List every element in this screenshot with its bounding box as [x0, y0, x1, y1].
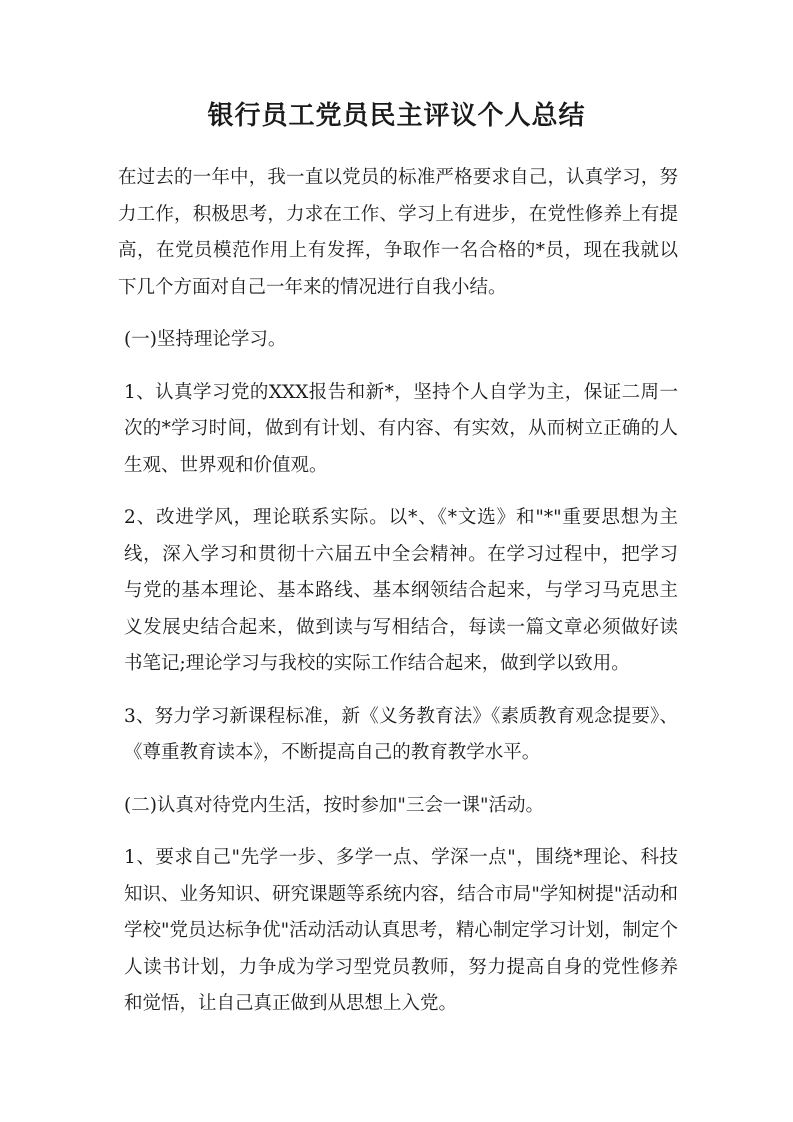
document-body [118, 160, 678, 1039]
section-heading-2: (二)认真对待党内生活，按时参加"三会一课"活动。 [124, 794, 544, 816]
section-heading-1: (一)坚持理论学习。 [124, 329, 287, 350]
document-title: 银行员工党员民主评议个人总结 [207, 101, 586, 131]
section-2-item-1: 1、要求自己"先学一步、多学一点、学深一点"，围绕*理论、科技知识、业务知识、研究课题等系统内容，结合市局"学知树提"活动和学校"党员达标争优"活动活动认真思考，精心制定学习计划，制定个人读书计划，力争成为学习型党员教师，努力提高自身的党性修养和觉悟，让自己真正做到从思想上入党。 [124, 847, 678, 1014]
section-1-item-3: 3、努力学习新课程标准，新《义务教育法》《素质教育观念提要》、《尊重教育读本》，不断提高自己的教育教学水平。 [124, 705, 678, 763]
section-1-item-1: 1、认真学习党的XXX报告和新*，坚持个人自学为主，保证二周一次的*学习时间，做到有计划、有内容、有实效，从而树立正确的人生观、世界观和价值观。 [124, 381, 678, 476]
section-1-item-2: 2、改进学风，理论联系实际。以*、《*文选》和"*"重要思想为主线，深入学习和贯彻十六届五中全会精神。在学习过程中，把学习与党的基本理论、基本路线、基本纲领结合起来，与学习马克思主义发展史结合起来，做到读与写相结合，每读一篇文章必须做好读书笔记;理论学习与我校的实际工作结合起来，做到学以致用。 [124, 507, 678, 674]
intro-paragraph: 在过去的一年中，我一直以党员的标准严格要求自己，认真学习，努力工作，积极思考，力求在工作、学习上有进步，在党性修养上有提高，在党员模范作用上有发挥，争取作一名合格的*员，现在我就以下几个方面对自己一年来的情况进行自我小结。 [118, 167, 678, 298]
